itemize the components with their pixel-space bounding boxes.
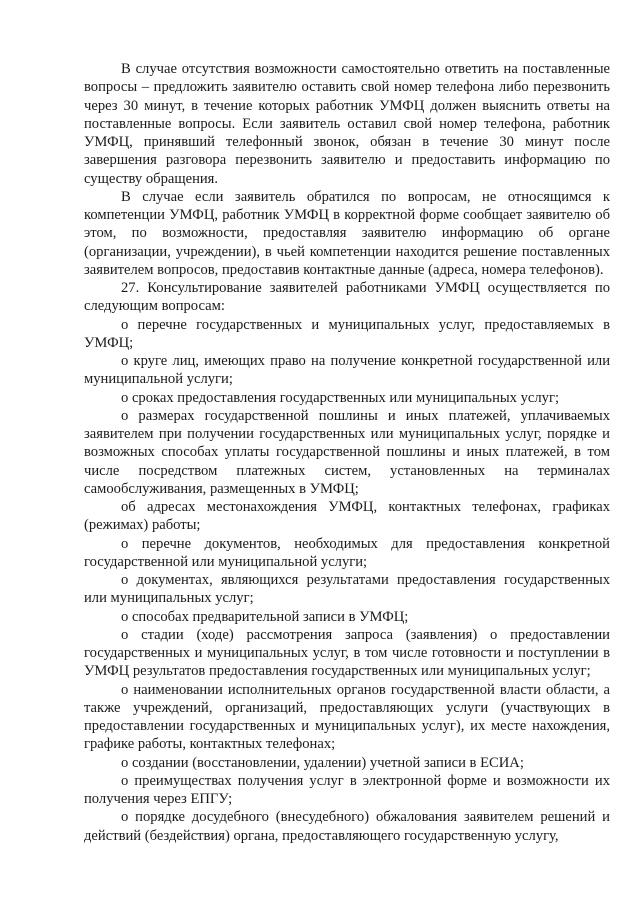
list-item-electronic-services: о преимуществах получения услуг в электронной форме и возможности их получения через ЕПГУ; — [84, 772, 610, 807]
list-item-result-documents: о документах, являющихся результатами предоставления государственных или муниципальных услуг; — [84, 572, 610, 607]
list-item-executive-bodies: о наименовании исполнительных органов государственной власти области, а также учреждений, организаций, предоставляющих услуги (участвующих в предоставлении государственных и муниципальных услуг), их месте нахождения, графике работы, контактных телефонах; — [84, 681, 610, 753]
paragraph-callback-procedure: В случае отсутствия возможности самостоятельно ответить на поставленные вопросы – предложить заявителю оставить свой номер телефона либо перезвонить через 30 минут, в течение которых работник УМФЦ должен выяснить ответы на поставленные вопросы. Если заявитель оставил свой номер телефона, работник УМФЦ, принявший телефонный звонок, обязан в течение 30 минут после завершения разговора перезвонить заявителю и предоставить информацию по существу обращения. — [84, 61, 610, 187]
list-item-request-status: о стадии (ходе) рассмотрения запроса (заявления) о предоставлении государственных и муниципальных услуг, в том числе готовности и поступлении в УМФЦ результатов предоставления государственных или муниципальных услуг; — [84, 626, 610, 680]
document-page — [84, 60, 610, 845]
list-item-fees-and-payments: о размерах государственной пошлины и иных платежей, уплачиваемых заявителем при получении государственных или муниципальных услуг, порядке и возможных способах уплаты государственной пошлины и иных платежей, в том числе посредством платежных систем, установленных на терминалах самообслуживания, размещенных в УМФЦ; — [84, 407, 610, 497]
paragraph-out-of-competence: В случае если заявитель обратился по вопросам, не относящимся к компетенции УМФЦ, работник УМФЦ в корректной форме сообщает заявителю об этом, по возможности, предоставляя заявителю информацию об органе (организации, учреждении), в чьей компетенции находится решение поставленных заявителем вопросов, предоставив контактные данные (адреса, номера телефонов). — [84, 188, 610, 278]
paragraph-item-27: 27. Консультирование заявителей работниками УМФЦ осуществляется по следующим вопросам: — [84, 280, 610, 315]
list-item-services-list: о перечне государственных и муниципальных услуг, предоставляемых в УМФЦ; — [84, 316, 610, 351]
list-item-pre-registration: о способах предварительной записи в УМФЦ; — [121, 608, 409, 625]
list-item-esia-account: о создании (восстановлении, удалении) учетной записи в ЕСИА; — [121, 754, 524, 771]
list-item-eligible-persons: о круге лиц, имеющих право на получение конкретной государственной или муниципальной услуги; — [84, 353, 610, 388]
list-item-addresses-schedules: об адресах местонахождения УМФЦ, контактных телефонах, графиках (режимах) работы; — [84, 499, 610, 534]
list-item-service-deadlines: о сроках предоставления государственных или муниципальных услуг; — [121, 389, 560, 406]
list-item-required-documents: о перечне документов, необходимых для предоставления конкретной государственной или муниципальной услуги; — [84, 535, 610, 570]
list-item-appeal-procedure: о порядке досудебного (внесудебного) обжалования заявителем решений и действий (бездействия) органа, предоставляющего государственную услугу, — [84, 809, 610, 844]
